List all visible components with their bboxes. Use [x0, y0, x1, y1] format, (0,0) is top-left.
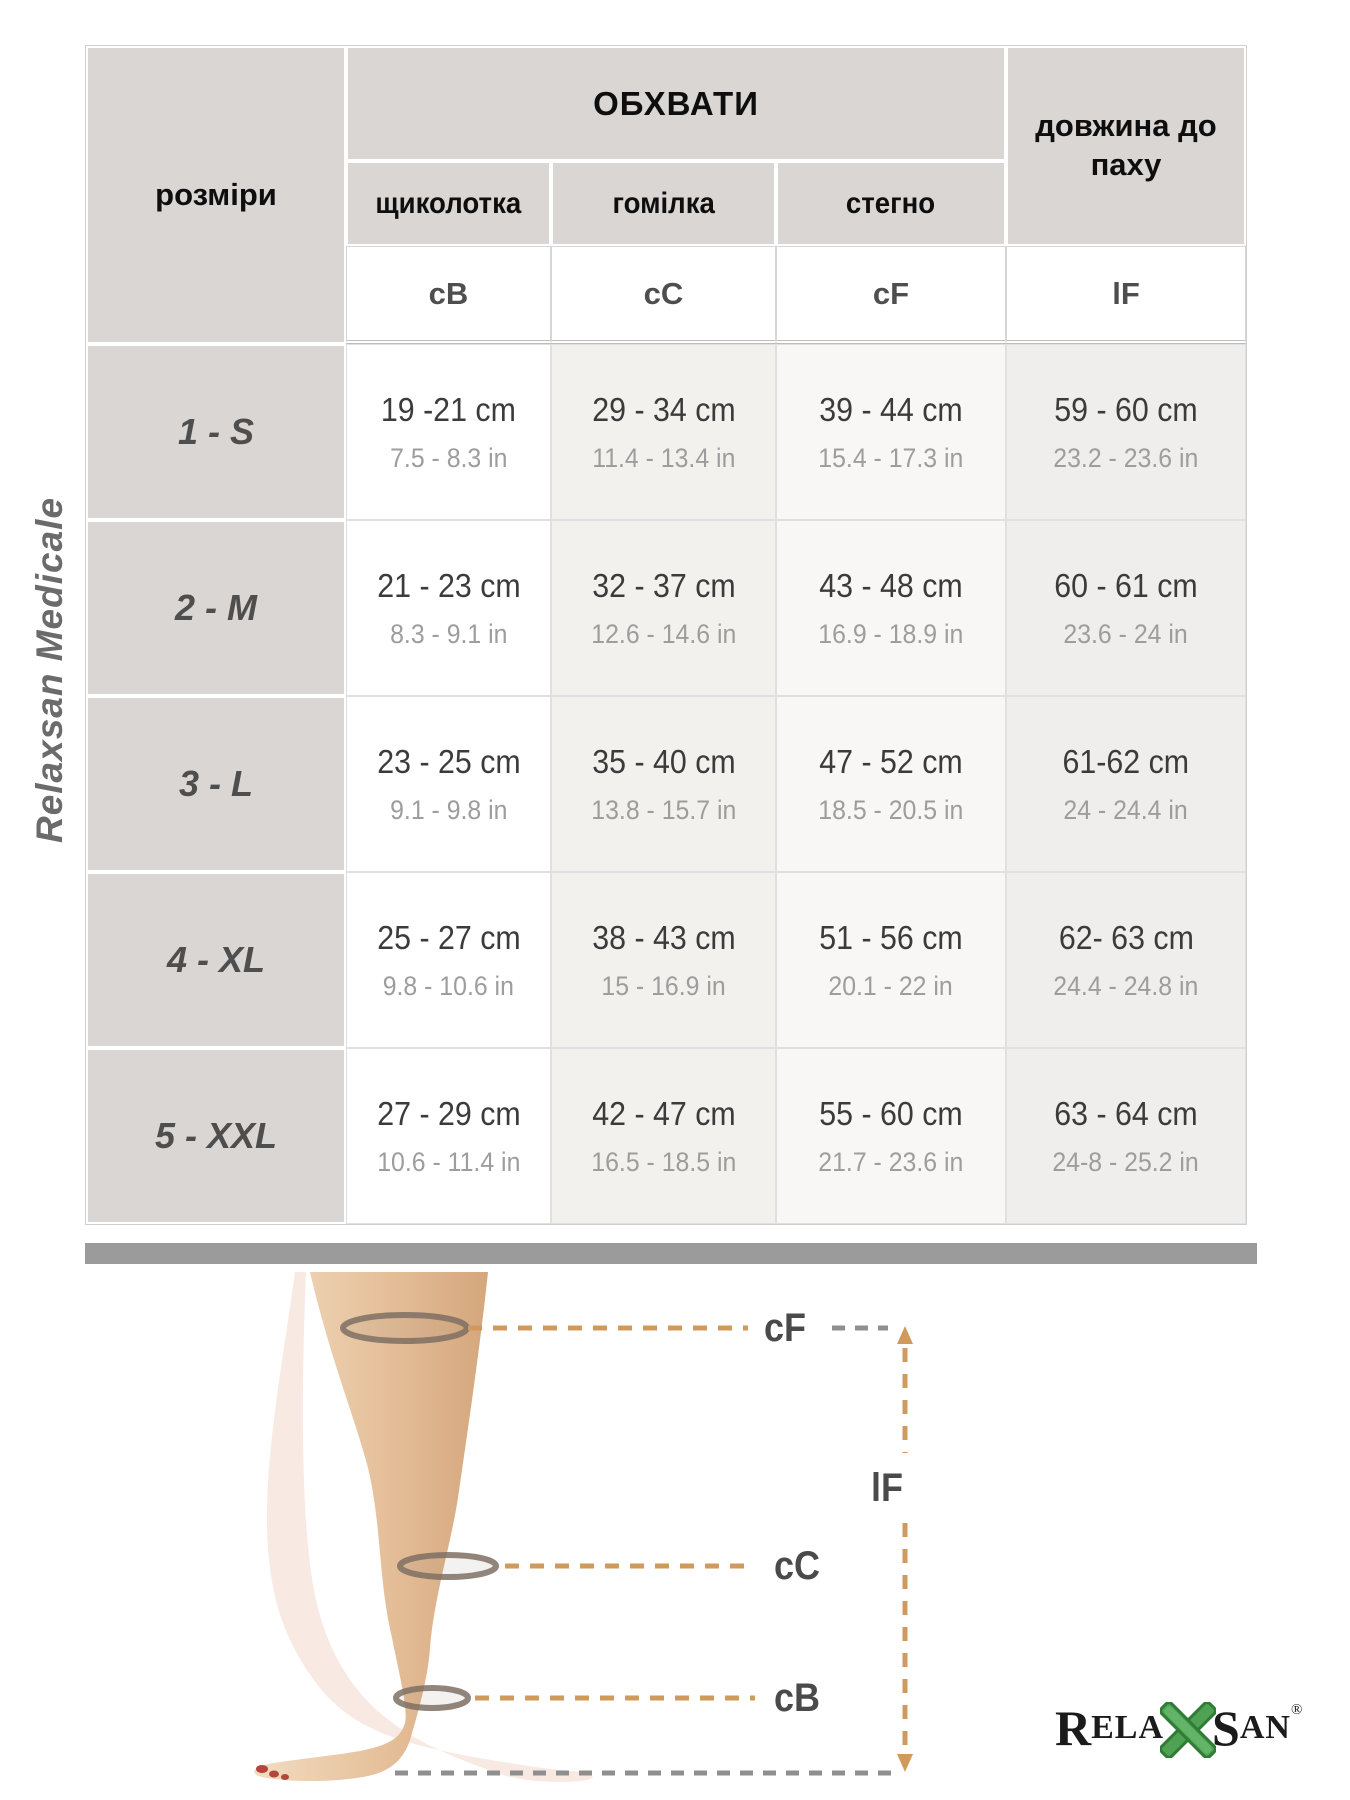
logo-letter-s: S: [1212, 1700, 1240, 1756]
size-label-3-l: 3 - L: [86, 696, 346, 872]
label-lF: lF: [870, 1466, 903, 1510]
size-table: [85, 45, 1247, 1225]
table-cell: [346, 872, 551, 1048]
in-value: 15 - 16.9 in: [601, 970, 726, 1001]
size-label-1-s: 1 - S: [86, 344, 346, 520]
table-cell: [551, 872, 776, 1048]
code-cF: cF: [776, 246, 1006, 344]
logo-letters-ela: ELA: [1091, 1709, 1165, 1746]
header-ankle: [346, 161, 551, 246]
label-cF: cF: [763, 1306, 807, 1350]
in-value: 9.8 - 10.6 in: [382, 970, 515, 1001]
in-value: 24.4 - 24.8 in: [1053, 970, 1199, 1001]
table-cell: [1006, 872, 1246, 1048]
code-cC: cC: [551, 246, 776, 344]
in-value: 9.1 - 9.8 in: [389, 794, 508, 825]
code-lF: lF: [1006, 246, 1246, 344]
separator-bar: [85, 1243, 1257, 1264]
cm-value: 35 - 40 cm: [591, 742, 736, 780]
header-calf-label: гомілка: [612, 186, 715, 220]
header-calf: [551, 161, 776, 246]
brand-side-text: Relaxsan Medicale: [29, 496, 70, 844]
in-value: 8.3 - 9.1 in: [389, 618, 508, 649]
in-value: 24-8 - 25.2 in: [1052, 1146, 1200, 1177]
registered-mark: ®: [1290, 1702, 1303, 1718]
cm-value: 39 - 44 cm: [819, 390, 963, 428]
header-sizes: розміри: [86, 46, 346, 344]
cm-value: 62- 63 cm: [1058, 918, 1194, 956]
cm-value: 63 - 64 cm: [1054, 1094, 1198, 1132]
cm-value: 42 - 47 cm: [591, 1094, 736, 1132]
toe-nail: [256, 1765, 268, 1773]
table-cell: [346, 344, 551, 520]
size-label-4-xl: 4 - XL: [86, 872, 346, 1048]
toe-nail: [269, 1771, 279, 1778]
header-thigh-label: стегно: [846, 186, 936, 220]
cm-value: 21 - 23 cm: [376, 566, 521, 604]
cm-value: 59 - 60 cm: [1054, 390, 1198, 428]
header-length-to-groin: довжина до паху: [1006, 46, 1246, 246]
table-cell: [776, 1048, 1006, 1224]
table-cell: [551, 1048, 776, 1224]
table-cell: [1006, 1048, 1246, 1224]
cm-value: 43 - 48 cm: [819, 566, 963, 604]
logo-x-icon: [1160, 1702, 1216, 1758]
cm-value: 60 - 61 cm: [1054, 566, 1198, 604]
calf-girth-ellipse: [400, 1555, 496, 1577]
in-value: 21.7 - 23.6 in: [818, 1146, 964, 1177]
header-thigh: [776, 161, 1006, 246]
in-value: 16.5 - 18.5 in: [590, 1146, 737, 1177]
arrow-up-icon: [897, 1326, 913, 1344]
thigh-girth-ellipse: [343, 1315, 467, 1341]
table-cell: [346, 1048, 551, 1224]
table-cell: [551, 344, 776, 520]
cm-value: 38 - 43 cm: [591, 918, 736, 956]
in-value: 13.8 - 15.7 in: [590, 794, 737, 825]
in-value: 15.4 - 17.3 in: [818, 442, 964, 473]
table-cell: [1006, 344, 1246, 520]
toe-nail: [281, 1774, 289, 1780]
table-cell: [776, 520, 1006, 696]
cm-value: 23 - 25 cm: [376, 742, 521, 780]
header-ankle-label: щиколотка: [375, 186, 522, 220]
cm-value: 32 - 37 cm: [591, 566, 736, 604]
label-cC: cC: [773, 1544, 821, 1588]
in-value: 7.5 - 8.3 in: [389, 442, 508, 473]
table-cell: [1006, 696, 1246, 872]
relaxsan-logo: [1055, 1700, 1302, 1756]
cm-value: 55 - 60 cm: [819, 1094, 963, 1132]
table-cell: [346, 696, 551, 872]
arrow-down-icon: [897, 1754, 913, 1772]
in-value: 23.2 - 23.6 in: [1053, 442, 1199, 473]
size-label-2-m: 2 - M: [86, 520, 346, 696]
cm-value: 29 - 34 cm: [591, 390, 736, 428]
table-cell: [776, 344, 1006, 520]
table-cell: [346, 520, 551, 696]
in-value: 12.6 - 14.6 in: [590, 618, 737, 649]
table-cell: [1006, 520, 1246, 696]
in-value: 24 - 24.4 in: [1063, 794, 1189, 825]
cm-value: 25 - 27 cm: [376, 918, 521, 956]
size-label-5-xxl: 5 - XXL: [86, 1048, 346, 1224]
in-value: 18.5 - 20.5 in: [818, 794, 964, 825]
in-value: 20.1 - 22 in: [828, 970, 954, 1001]
cm-value: 47 - 52 cm: [819, 742, 963, 780]
logo-letters-an: AN: [1239, 1709, 1291, 1746]
in-value: 23.6 - 24 in: [1063, 618, 1189, 649]
table-cell: [551, 520, 776, 696]
code-cB: cB: [346, 246, 551, 344]
cm-value: 61-62 cm: [1062, 742, 1190, 780]
logo-letter-r: R: [1055, 1700, 1092, 1756]
in-value: 16.9 - 18.9 in: [818, 618, 964, 649]
label-cB: cB: [773, 1676, 821, 1720]
table-cell: [551, 696, 776, 872]
cm-value: 27 - 29 cm: [376, 1094, 521, 1132]
table-cell: [776, 872, 1006, 1048]
table-cell: [776, 696, 1006, 872]
cm-value: 19 -21 cm: [380, 390, 516, 428]
header-girths: ОБХВАТИ: [346, 46, 1006, 161]
in-value: 11.4 - 13.4 in: [591, 442, 736, 473]
cm-value: 51 - 56 cm: [819, 918, 963, 956]
ankle-girth-ellipse: [396, 1688, 468, 1708]
in-value: 10.6 - 11.4 in: [376, 1146, 521, 1177]
